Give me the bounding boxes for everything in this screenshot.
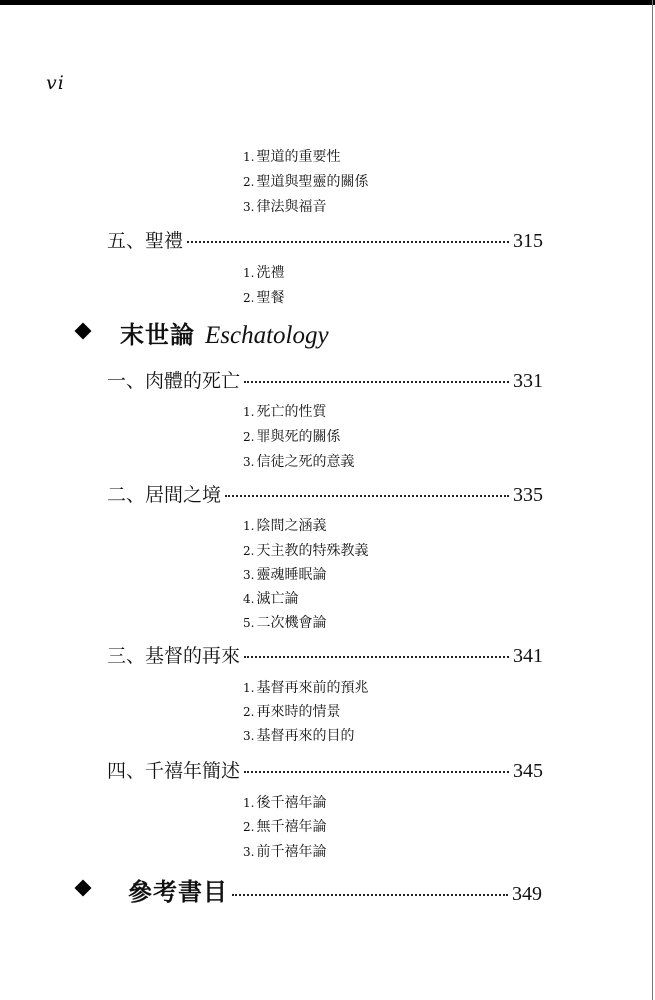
toc-entry-sacraments[interactable] xyxy=(107,226,543,253)
toc-subitem: 3. 靈魂睡眠論 xyxy=(243,567,327,583)
toc-subitem: 3. 律法與福音 xyxy=(243,199,327,215)
toc-entry-title: 一、肉體的死亡 xyxy=(107,370,241,392)
toc-subitem: 1. 陰間之涵義 xyxy=(243,518,327,534)
toc-entry-page: 345 xyxy=(513,760,543,782)
section-title: 末世論 xyxy=(120,321,195,349)
toc-subitem: 1. 死亡的性質 xyxy=(243,404,327,420)
toc-subitem: 3. 信徒之死的意義 xyxy=(243,454,355,470)
dot-leader xyxy=(232,894,508,896)
page-right-edge xyxy=(652,0,653,1000)
toc-subitem: 2. 聖道與聖靈的關係 xyxy=(243,174,369,190)
toc-entry-title: 二、居間之境 xyxy=(107,484,222,506)
toc-subitem: 1. 後千禧年論 xyxy=(243,795,327,811)
toc-entry-page: 335 xyxy=(513,484,543,506)
diamond-bullet-icon xyxy=(75,880,92,897)
toc-subitem: 3. 前千禧年論 xyxy=(243,844,327,860)
page-number: vi xyxy=(46,72,65,94)
toc-subitem: 1. 洗禮 xyxy=(243,265,285,281)
diamond-bullet-icon xyxy=(75,323,92,340)
toc-entry-title: 四、千禧年簡述 xyxy=(107,760,241,782)
toc-entry-title: 參考書目 xyxy=(128,878,228,906)
toc-entry-second-coming[interactable] xyxy=(107,641,543,668)
toc-entry-intermediate-state[interactable] xyxy=(107,480,543,507)
toc-entry-title: 三、基督的再來 xyxy=(107,645,241,667)
toc-entry-page: 331 xyxy=(513,370,543,392)
toc-subitem: 4. 滅亡論 xyxy=(243,591,299,607)
dot-leader xyxy=(244,656,509,658)
toc-subitem: 5. 二次機會論 xyxy=(243,615,327,631)
toc-subitem: 2. 聖餐 xyxy=(243,290,285,306)
toc-entry-page: 341 xyxy=(513,645,543,667)
toc-entry-page: 349 xyxy=(512,883,542,905)
toc-entry-physical-death[interactable] xyxy=(107,366,543,393)
toc-entry-bibliography[interactable] xyxy=(128,872,542,907)
page-top-edge xyxy=(0,0,655,5)
dot-leader xyxy=(244,381,509,383)
dot-leader xyxy=(244,771,509,773)
toc-entry-millennium[interactable] xyxy=(107,756,543,783)
dot-leader xyxy=(187,241,509,243)
toc-subitem: 2. 再來時的情景 xyxy=(243,704,341,720)
section-heading-eschatology[interactable] xyxy=(120,315,329,350)
toc-subitem: 1. 聖道的重要性 xyxy=(243,149,341,165)
toc-subitem: 2. 天主教的特殊教義 xyxy=(243,543,369,559)
section-subtitle: Eschatology xyxy=(205,322,329,349)
toc-subitem: 2. 罪與死的關係 xyxy=(243,429,341,445)
toc-entry-title: 五、聖禮 xyxy=(107,230,184,252)
toc-subitem: 2. 無千禧年論 xyxy=(243,819,327,835)
dot-leader xyxy=(225,495,509,497)
toc-subitem: 1. 基督再來前的預兆 xyxy=(243,680,369,696)
toc-subitem: 3. 基督再來的目的 xyxy=(243,728,355,744)
toc-entry-page: 315 xyxy=(513,230,543,252)
